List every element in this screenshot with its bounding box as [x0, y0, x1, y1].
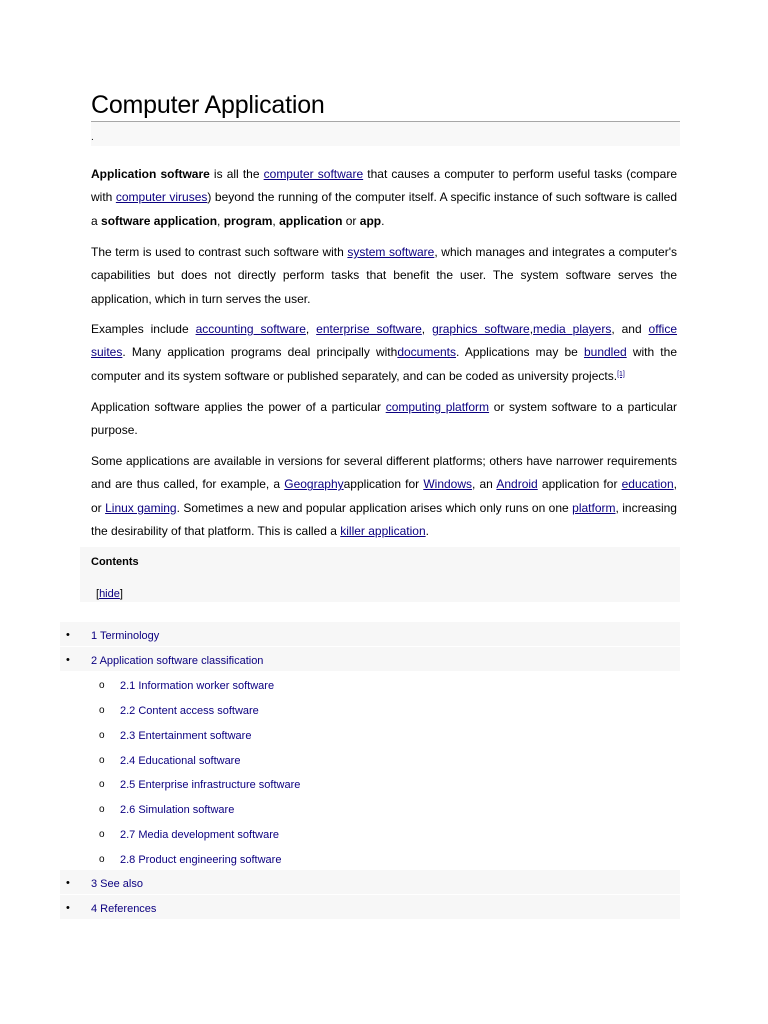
link-graphics-software[interactable]: graphics software [432, 322, 530, 336]
text: . Sometimes a new and popular application arises which only runs on one [176, 500, 573, 515]
link-linux-gaming[interactable]: Linux gaming [105, 500, 177, 515]
toc-item-educational[interactable]: 2.4 Educational software [120, 755, 241, 767]
text: . [381, 213, 385, 228]
sub-bullet-icon: o [99, 755, 105, 766]
link-computer-software[interactable]: computer software [263, 167, 364, 181]
text: with the computer and its system software or published separately, and can be coded as university projects. [91, 345, 677, 383]
toc-hide-link[interactable]: hide [99, 588, 120, 600]
text: , [272, 213, 280, 228]
toc-item-simulation[interactable]: 2.6 Simulation software [120, 804, 235, 816]
bold-term: app [359, 213, 382, 228]
bullet-icon: • [66, 629, 70, 641]
sub-bullet-icon: o [99, 705, 105, 716]
text: application for [537, 477, 622, 492]
text: that causes a computer to perform useful tasks (compare with [91, 167, 677, 205]
text: . Applications may be [456, 345, 584, 360]
paragraph-examples [91, 318, 677, 388]
bold-term: Application software [91, 167, 210, 181]
link-killer-application[interactable]: killer application [340, 524, 426, 539]
subtitle-band [91, 122, 680, 146]
link-media-players[interactable]: media players [533, 322, 612, 336]
subtitle-dot: . [91, 132, 94, 143]
paragraph-intro [91, 163, 677, 233]
link-platform[interactable]: platform [572, 500, 616, 515]
link-computer-viruses[interactable]: computer viruses [115, 190, 208, 205]
link-geography[interactable]: Geography [284, 477, 344, 492]
text: , an [472, 477, 497, 492]
toc-item-terminology[interactable]: 1 Terminology [91, 630, 160, 642]
text: or system software to a particular purpose. [91, 400, 678, 438]
text: application for [343, 477, 424, 492]
sub-bullet-icon: o [99, 804, 105, 815]
sub-bullet-icon: o [99, 829, 105, 840]
link-windows[interactable]: Windows [423, 477, 473, 492]
toc-item-media-development[interactable]: 2.7 Media development software [120, 829, 279, 841]
link-android[interactable]: Android [496, 477, 538, 492]
toc-heading: Contents [91, 556, 139, 568]
link-enterprise-software[interactable]: enterprise software [316, 322, 422, 336]
reference-link-1[interactable]: [1] [617, 370, 625, 378]
text: , [217, 213, 224, 228]
sub-bullet-icon: o [99, 854, 105, 865]
bracket-close: ] [119, 588, 123, 600]
toc-header-box [80, 547, 680, 602]
link-system-software[interactable]: system software [347, 245, 435, 259]
link-bundled[interactable]: bundled [583, 345, 627, 360]
text: . Many application programs deal principally with [122, 345, 398, 360]
bold-term: program [223, 213, 273, 228]
toc-item-content-access[interactable]: 2.2 Content access software [120, 705, 259, 717]
text: , [421, 322, 433, 336]
text: , [529, 322, 534, 336]
toc-item-product-engineering[interactable]: 2.8 Product engineering software [120, 854, 282, 866]
toc-item-entertainment[interactable]: 2.3 Entertainment software [120, 730, 252, 742]
text: is all the [209, 167, 264, 181]
toc-band [60, 870, 680, 894]
text: , [305, 322, 317, 336]
link-computing-platform[interactable]: computing platform [385, 400, 490, 414]
sub-bullet-icon: o [99, 730, 105, 741]
text: or [342, 213, 360, 228]
link-office-suites[interactable]: office suites [91, 322, 678, 360]
bullet-icon: • [66, 877, 70, 889]
text: Examples include [91, 322, 196, 336]
paragraph-system-software [91, 241, 677, 311]
text: ) beyond the running of the computer itself. A specific instance of such software is called a [91, 190, 677, 228]
toc-item-references[interactable]: 4 References [91, 903, 157, 915]
link-education[interactable]: education [621, 477, 674, 492]
bracket-open: [ [96, 588, 100, 600]
bullet-icon: • [66, 654, 70, 666]
bold-term: application [279, 213, 343, 228]
page-title: Computer Application [91, 91, 325, 119]
toc-item-information-worker[interactable]: 2.1 Information worker software [120, 680, 275, 692]
toc-hide-toggle [96, 588, 123, 600]
toc-item-see-also[interactable]: 3 See also [91, 878, 143, 890]
text: . [425, 524, 429, 539]
text: , or [91, 477, 677, 515]
text: Application software applies the power of a particular [91, 400, 386, 414]
toc-item-classification[interactable]: 2 Application software classification [91, 655, 264, 667]
link-accounting-software[interactable]: accounting software [195, 322, 306, 336]
link-documents[interactable]: documents [397, 345, 457, 360]
toc-item-enterprise-infrastructure[interactable]: 2.5 Enterprise infrastructure software [120, 779, 301, 791]
bold-term: software application [101, 213, 218, 228]
sub-bullet-icon: o [99, 779, 105, 790]
paragraph-platform [91, 396, 677, 443]
text: Some applications are available in versions for several different platforms; others have narrower requirements and are thus called, for example, a [91, 454, 677, 492]
text: , increasing the desirability of that platform. This is called a [91, 500, 677, 539]
text: The term is used to contrast such software with [91, 245, 348, 259]
text: , and [611, 322, 649, 336]
sub-bullet-icon: o [99, 680, 105, 691]
text: , which manages and integrates a computer's capabilities but does not directly perform tasks that benefit the user. The system software serves the application, which in turn serves the user. [91, 245, 677, 306]
bullet-icon: • [66, 902, 70, 914]
paragraph-versions [91, 450, 677, 544]
